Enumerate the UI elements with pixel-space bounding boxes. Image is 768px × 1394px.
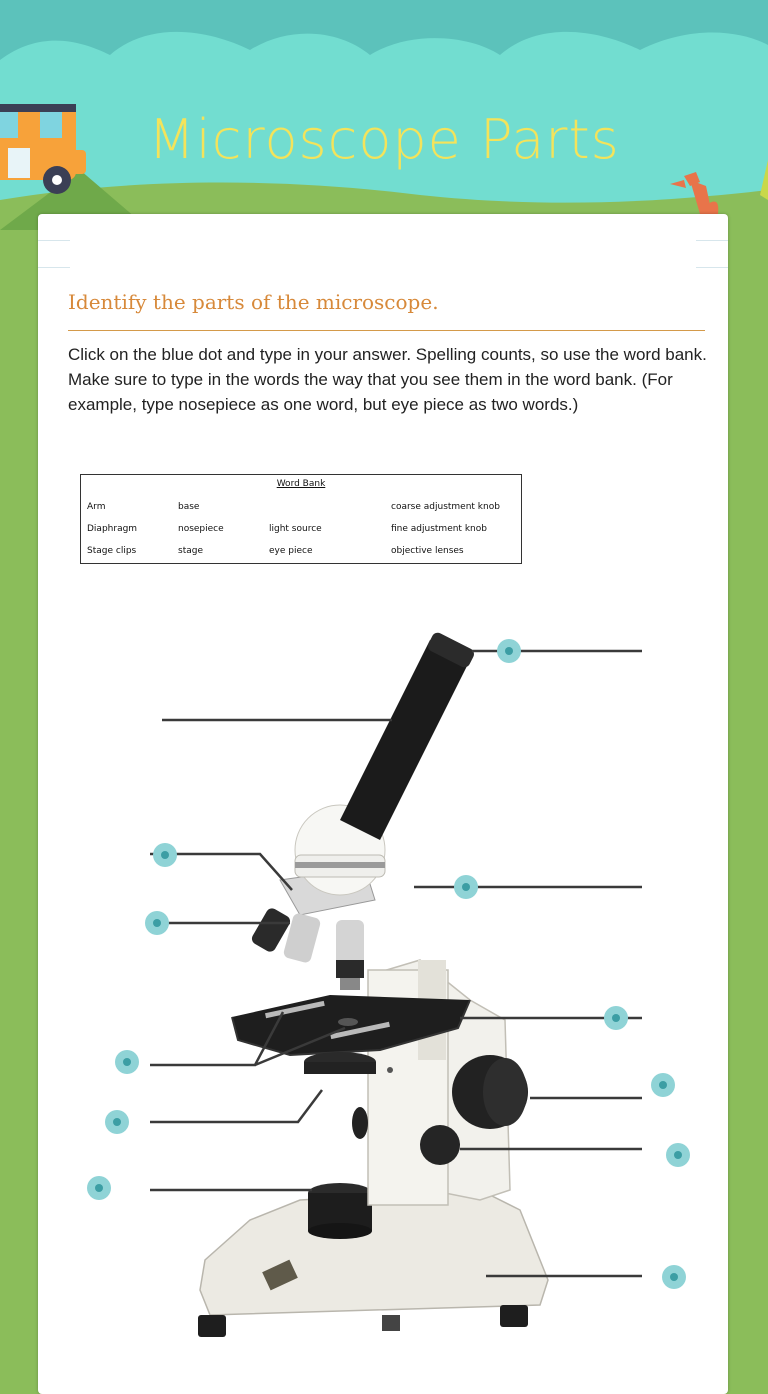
answer-dot-fine-adjustment-knob[interactable]: [666, 1143, 690, 1167]
word-bank-cell: Stage clips: [87, 546, 137, 556]
word-bank-cell: Diaphragm: [87, 524, 138, 534]
answer-dot-eyepiece[interactable]: [497, 639, 521, 663]
answer-dot-light-source[interactable]: [87, 1176, 111, 1200]
word-bank-cell: coarse adjustment knob: [391, 502, 500, 512]
card-decoration-right: [696, 240, 728, 268]
word-bank-cell: light source: [269, 524, 322, 534]
word-bank-cell: fine adjustment knob: [391, 524, 487, 534]
word-bank-cell: base: [178, 502, 200, 512]
word-bank-cell: objective lenses: [391, 546, 464, 556]
answer-dot-arm[interactable]: [454, 875, 478, 899]
question-instructions: Click on the blue dot and type in your answer. Spelling counts, so use the word bank. Make sure to type in the words the way that you see them in the word bank. (For example, type nosepiece as one word, but eye piece as two words.): [68, 345, 707, 414]
microscope-diagram: [0, 400, 768, 1380]
question-divider: [68, 330, 705, 331]
answer-dot-stage[interactable]: [604, 1006, 628, 1030]
word-bank-cell: stage: [178, 546, 203, 556]
answer-dot-stage-clips[interactable]: [115, 1050, 139, 1074]
page-title: Microscope Parts: [148, 108, 620, 171]
word-bank-title: Word Bank: [276, 479, 326, 489]
answer-dot-nosepiece[interactable]: [153, 843, 177, 867]
word-bank-cell: nosepiece: [178, 524, 224, 534]
answer-dot-base[interactable]: [662, 1265, 686, 1289]
header-banner: [0, 0, 768, 230]
answer-dot-diaphragm[interactable]: [105, 1110, 129, 1134]
word-bank-cell: Arm: [87, 502, 106, 512]
word-bank-cell: eye piece: [269, 546, 313, 556]
answer-dot-coarse-adjustment-knob[interactable]: [651, 1073, 675, 1097]
answer-dot-objective-lenses[interactable]: [145, 911, 169, 935]
question-title: Identify the parts of the microscope.: [68, 290, 439, 314]
card-decoration-left: [38, 240, 70, 268]
